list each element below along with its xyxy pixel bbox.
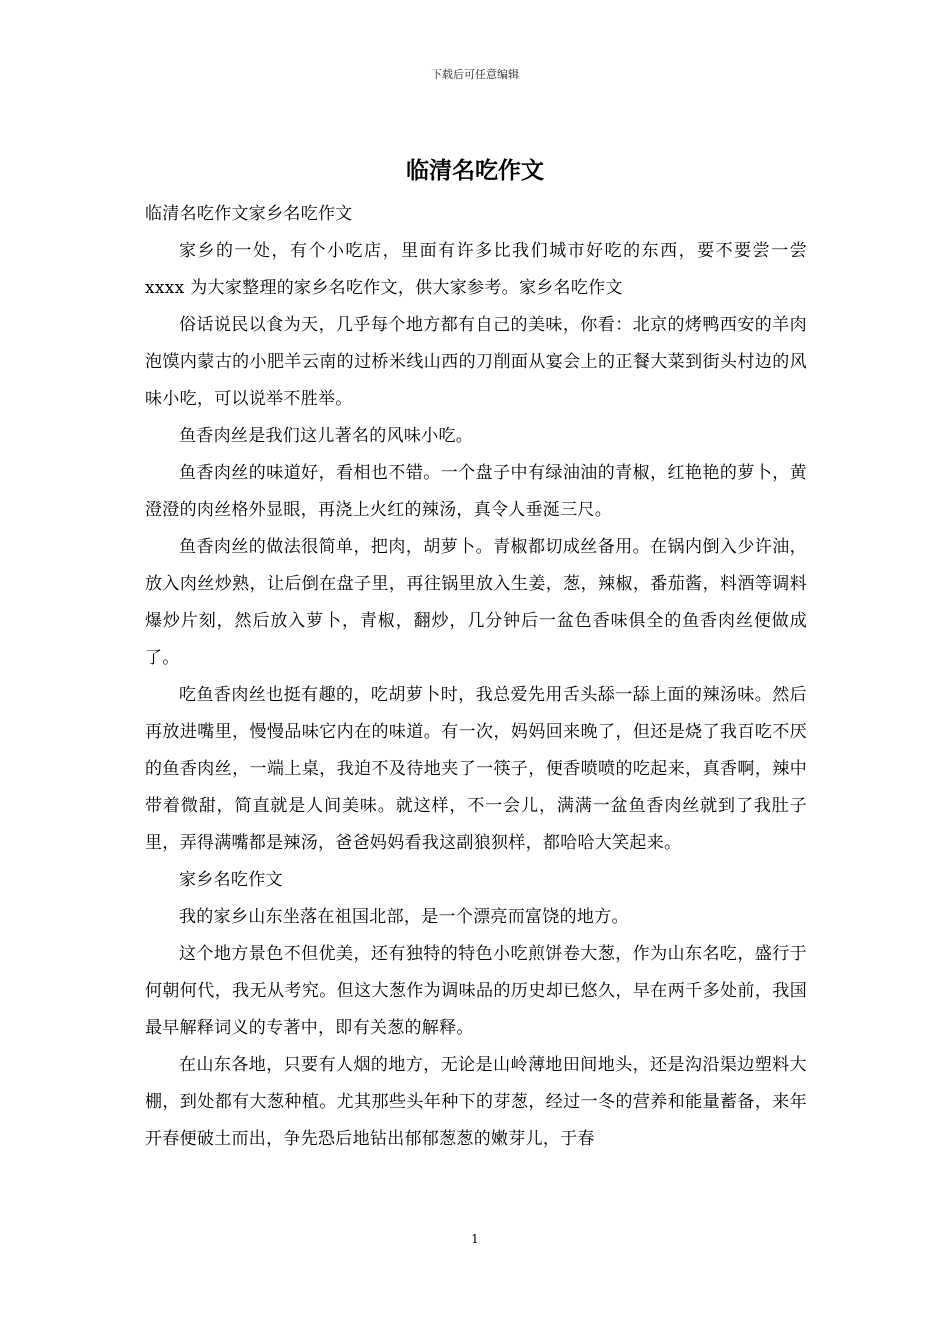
- body-paragraph: 俗话说民以食为天，几乎每个地方都有自己的美味，你看：北京的烤鸭西安的羊肉泡馍内蒙古的小肥羊云南的过桥米线山西的刀削面从宴会上的正餐大菜到街头村边的风味小吃，可以说举不胜举。: [145, 315, 807, 409]
- subtitle-paragraph: 临清名吃作文家乡名吃作文: [145, 204, 353, 224]
- body-paragraph: 家乡的一处，有个小吃店，里面有许多比我们城市好吃的东西，要不要尝一尝 xxxx 为大家整理的家乡名吃作文，供大家参考。家乡名吃作文: [145, 241, 807, 298]
- document-body: [145, 196, 807, 1158]
- document-title: 临清名吃作文: [406, 157, 544, 184]
- body-paragraph: 鱼香肉丝是我们这儿著名的风味小吃。: [179, 426, 474, 446]
- body-paragraph: 在山东各地，只要有人烟的地方，无论是山岭薄地田间地头，还是沟沿渠边塑料大棚，到处都有大葱种植。尤其那些头年种下的芽葱，经过一冬的营养和能量蓄备，来年开春便破土而出，争先恐后地钻出郁郁葱葱的嫩芽儿，于春: [145, 1055, 807, 1149]
- section-heading-paragraph: 家乡名吃作文: [179, 870, 283, 890]
- page-header: 下载后可任意编辑: [431, 68, 519, 81]
- body-paragraph: 鱼香肉丝的做法很简单，把肉，胡萝卜。青椒都切成丝备用。在锅内倒入少许油，放入肉丝炒熟，让后倒在盘子里，再往锅里放入生姜，葱，辣椒，番茄酱，料酒等调料爆炒片刻，然后放入萝卜，青椒，翻炒，几分钟后一盆色香味俱全的鱼香肉丝便做成了。: [145, 537, 807, 668]
- body-paragraph: 鱼香肉丝的味道好，看相也不错。一个盘子中有绿油油的青椒，红艳艳的萝卜，黄澄澄的肉丝格外显眼，再浇上火红的辣汤，真令人垂涎三尺。: [145, 463, 807, 520]
- body-paragraph: 这个地方景色不但优美，还有独特的特色小吃煎饼卷大葱，作为山东名吃，盛行于何朝何代，我无从考究。但这大葱作为调味品的历史却已悠久，早在两千多处前，我国最早解释词义的专著中，即有关葱的解释。: [145, 944, 807, 1038]
- body-paragraph: 吃鱼香肉丝也挺有趣的，吃胡萝卜时，我总爱先用舌头舔一舔上面的辣汤味。然后再放进嘴里，慢慢品味它内在的味道。有一次，妈妈回来晚了，但还是烧了我百吃不厌的鱼香肉丝，一端上桌，我迫不及待地夹了一筷子，便香喷喷的吃起来，真香啊，辣中带着微甜，简直就是人间美味。就这样，不一会儿，满满一盆鱼香肉丝就到了我肚子里，弄得满嘴都是辣汤，爸爸妈妈看我这副狼狈样，都哈哈大笑起来。: [145, 685, 807, 853]
- body-paragraph: 我的家乡山东坐落在祖国北部，是一个漂亮而富饶的地方。: [179, 907, 629, 927]
- page-number: 1: [471, 1232, 479, 1246]
